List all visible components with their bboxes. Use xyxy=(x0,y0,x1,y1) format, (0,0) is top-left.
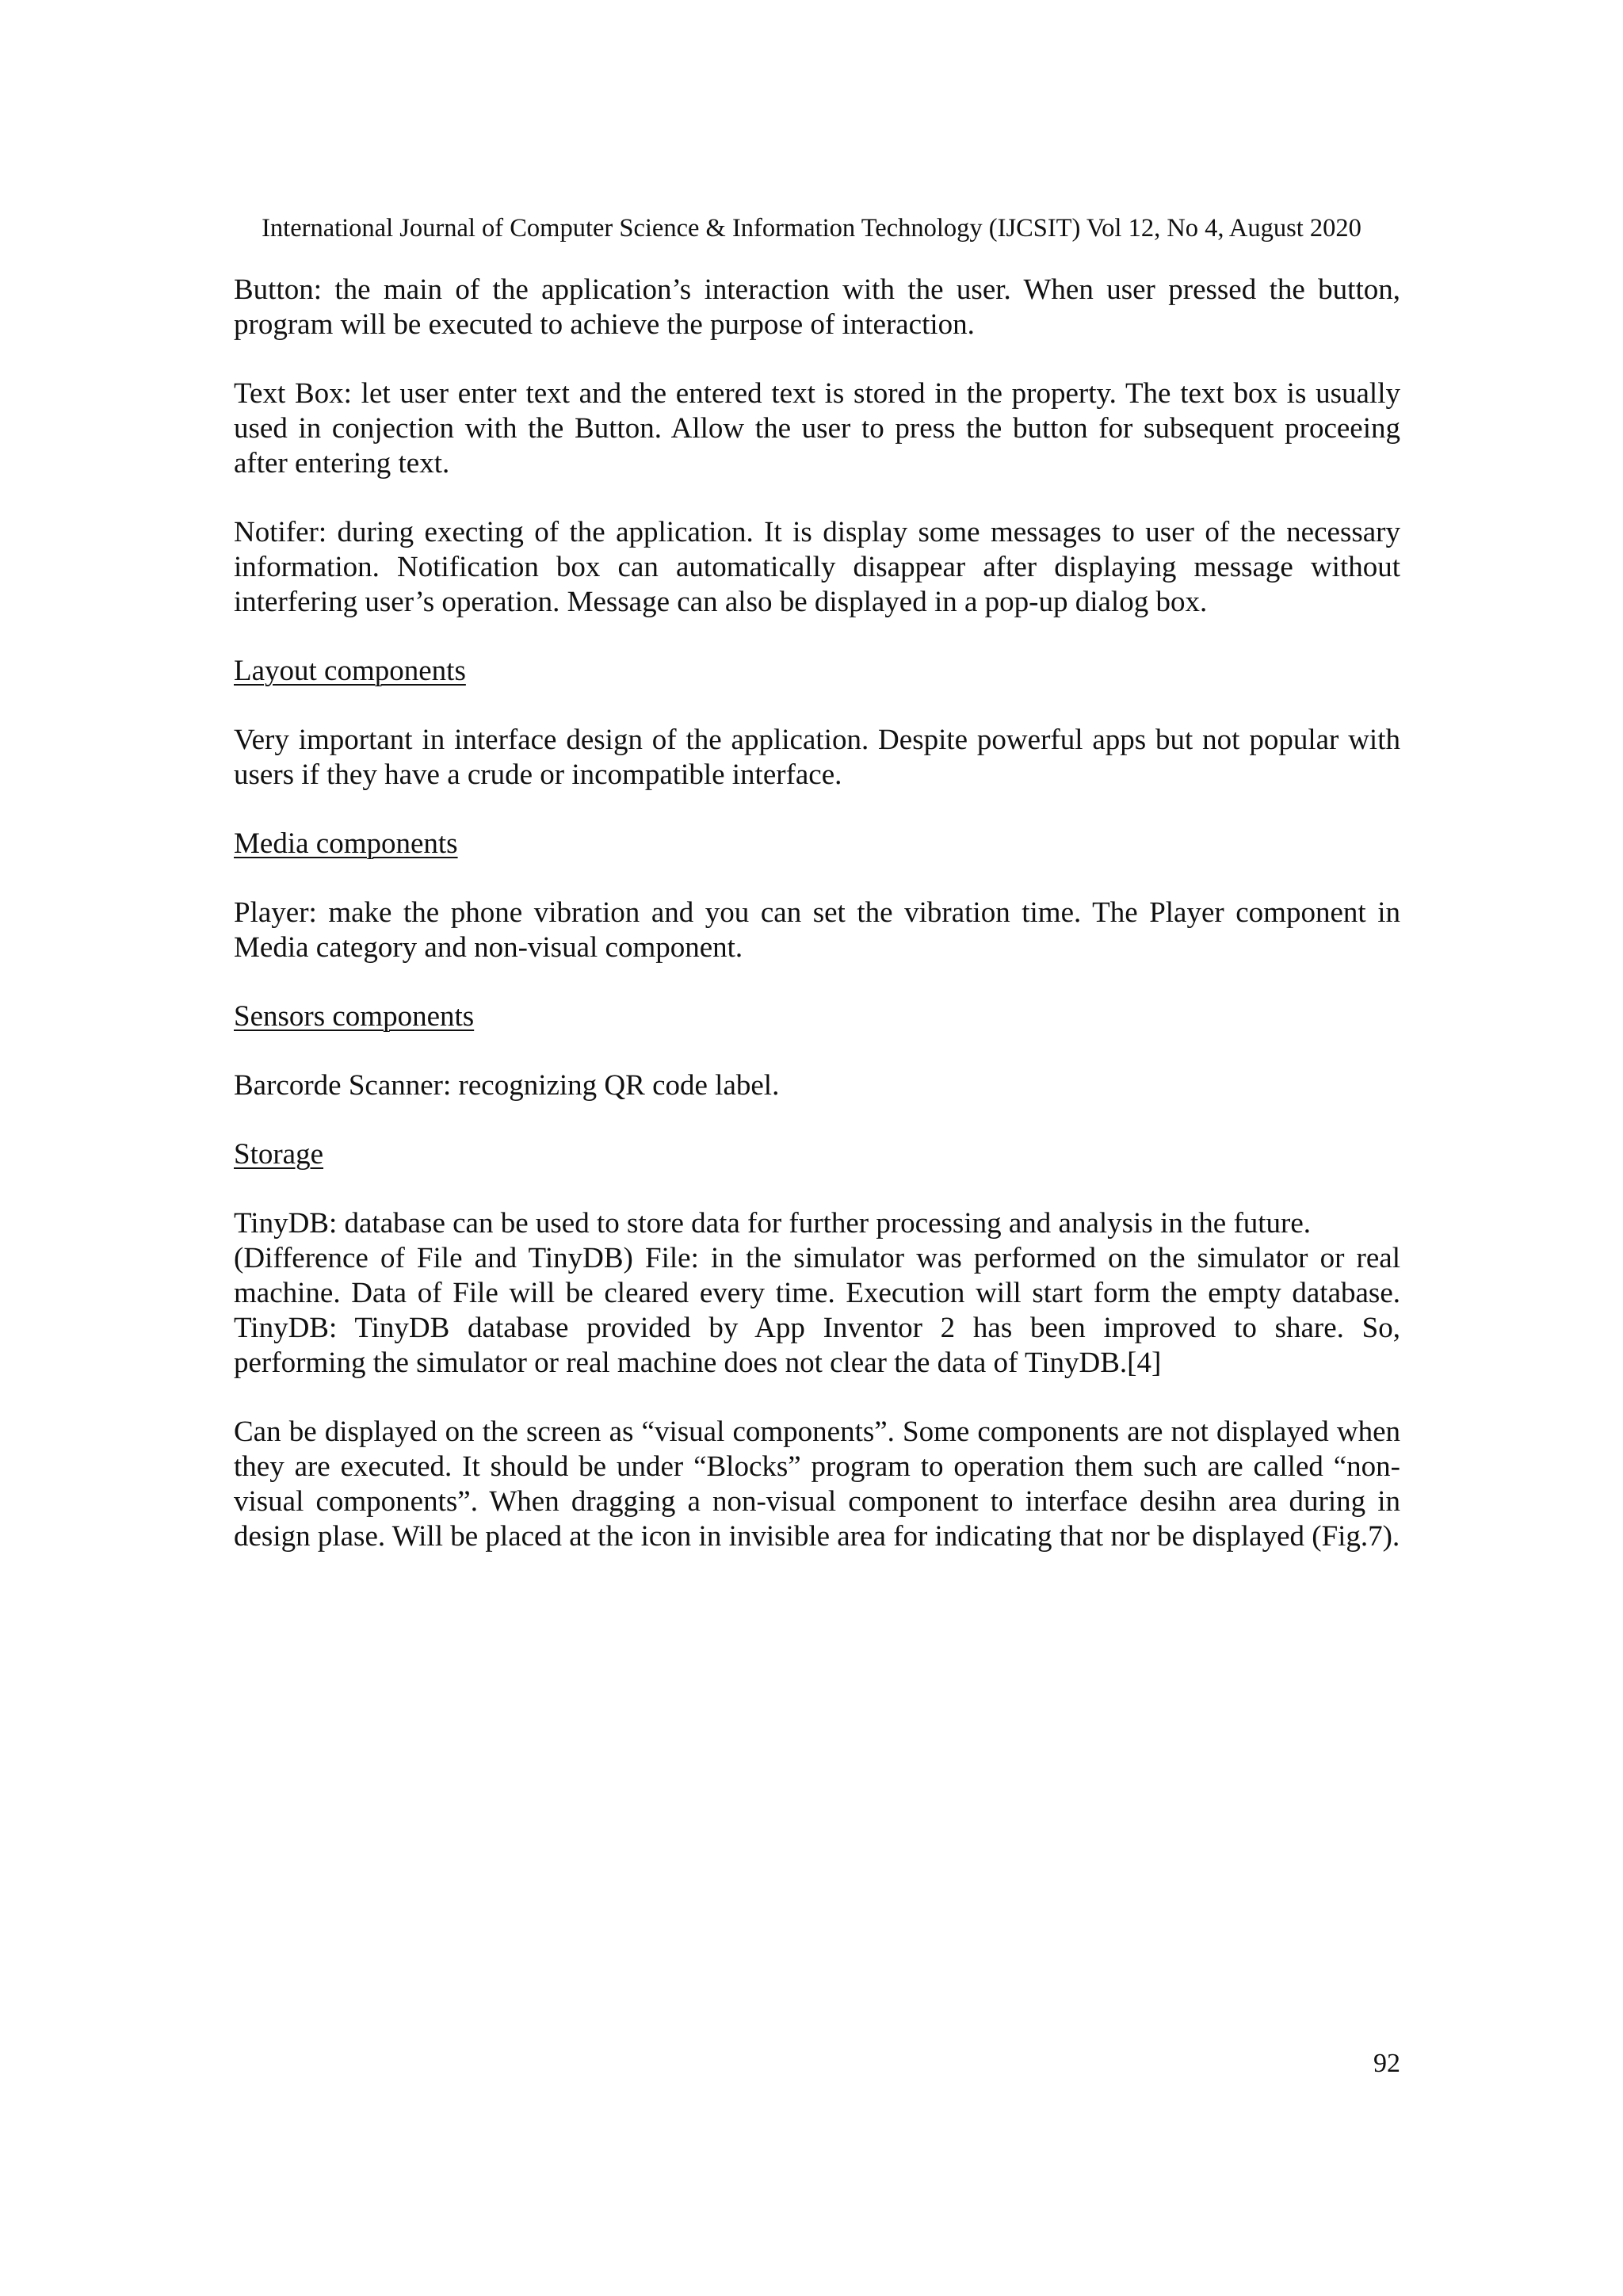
paragraph-button: Button: the main of the application’s interaction with the user. When user pressed the button, program will be executed to achieve the purpose of interaction. xyxy=(234,273,1400,341)
heading-storage: Storage xyxy=(234,1138,324,1171)
heading-layout-components: Layout components xyxy=(234,655,466,687)
paragraph-visual-components: Can be displayed on the screen as “visual components”. Some components are not displayed when they are executed. It should be under “Blocks” program to operation them such are called “non-visual components”. When dragging a non-visual component to interface desihn area during in design plase. Will be placed at the icon in invisible area for indicating that nor be displayed (Fig.7). xyxy=(234,1415,1400,1553)
paragraph-storage-difference: (Difference of File and TinyDB) File: in the simulator was performed on the simulator or real machine. Data of File will be cleared every time. Execution will start form the empty database. TinyDB: TinyDB database provided by App Inventor 2 has been improved to share. So, performing the simulator or real machine does not clear the data of TinyDB.[4] xyxy=(234,1242,1400,1379)
paragraph-layout: Very important in interface design of the application. Despite powerful apps but not popular with users if they have a crude or incompatible interface. xyxy=(234,724,1400,791)
paragraph-sensors: Barcorde Scanner: recognizing QR code label. xyxy=(234,1069,780,1102)
paragraph-notifier: Notifer: during execting of the application. It is display some messages to user of the necessary information. Notification box can automatically disappear after displaying message without interfering user’s operation. Message can also be displayed in a pop-up dialog box. xyxy=(234,516,1400,618)
heading-media-components: Media components xyxy=(234,827,458,860)
paragraph-storage-tinydb: TinyDB: database can be used to store data for further processing and analysis in the future. xyxy=(234,1207,1312,1240)
page-number: 92 xyxy=(1373,2049,1400,2078)
article-body xyxy=(234,273,1400,1588)
running-header: International Journal of Computer Science & Information Technology (IJCSIT) Vol 12, No 4, August 2020 xyxy=(262,214,1361,243)
heading-sensors-components: Sensors components xyxy=(234,1000,475,1033)
paragraph-text-box: Text Box: let user enter text and the entered text is stored in the property. The text box is usually used in conjection with the Button. Allow the user to press the button for subsequent proceeing after entering text. xyxy=(234,377,1400,479)
paragraph-media: Player: make the phone vibration and you can set the vibration time. The Player component in Media category and non-visual component. xyxy=(234,896,1400,964)
